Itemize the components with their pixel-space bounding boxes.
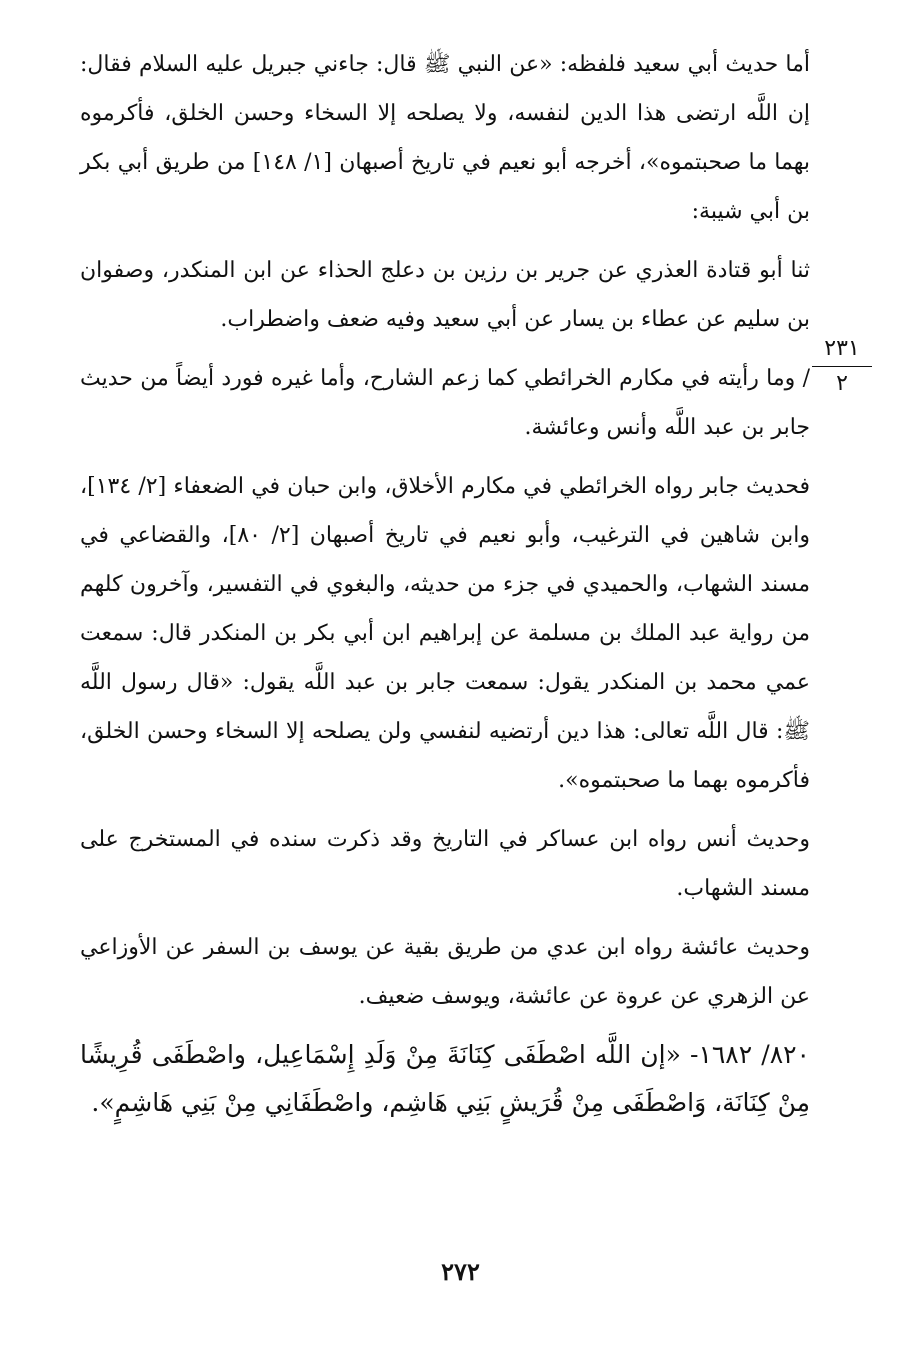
paragraph-jabir: فحديث جابر رواه الخرائطي في مكارم الأخلاق، وابن حبان في الضعفاء [٢/ ١٣٤]، وابن شاهين في الترغيب، وأبو نعيم في تاريخ أصبهان [٢/ ٨٠]، والقضاعي في مسند الشهاب، والحميدي في جزء من حديثه، والبغوي في التفسير، وآخرون كلهم من رواية عبد الملك بن مسلمة عن إبراهيم ابن أبي بكر بن المنكدر قال: سمعت عمي محمد بن المنكدر يقول: سمعت جابر بن عبد اللَّه يقول: «قال رسول اللَّه ﷺ: قال اللَّه تعالى: هذا دين أرتضيه لنفسي ولن يصلحه إلا السخاء وحسن الخلق، فأكرموه بهما ما صحبتموه». — [80, 474, 810, 793]
paragraph-anas: وحديث أنس رواه ابن عساكر في التاريخ وقد ذكرت سنده في المستخرج على مسند الشهاب. — [80, 827, 810, 901]
main-text — [80, 40, 810, 1137]
hadith-text: ٨٢٠/ ١٦٨٢- «إن اللَّه اصْطَفَى كِنَانَةَ مِنْ وَلَدِ إِسْمَاعِيل، واصْطَفَى قُرِيشًا مِنْ كِنَانَة، وَاصْطَفَى مِنْ قُرَيشٍ بَنِي هَاشِم، واصْطَفَانِي مِنْ بَنِي هَاشِمٍ». — [80, 1040, 810, 1117]
paragraph-other-narrations: / وما رأيته في مكارم الخرائطي كما زعم الشارح، وأما غيره فورد أيضاً من حديث جابر بن عبد اللَّه وأنس وعائشة. — [80, 366, 810, 440]
margin-reference-volume-page: ٢٣١ — [812, 336, 872, 367]
paragraph-abu-said: أما حديث أبي سعيد فلفظه: «عن النبي ﷺ قال: جاءني جبريل عليه السلام فقال: إن اللَّه ارتضى هذا الدين لنفسه، ولا يصلحه إلا السخاء وحسن الخلق، فأكرموه بهما ما صحبتموه»، أخرجه أبو نعيم في تاريخ أصبهان [١/ ١٤٨] من طريق أبي بكر بن أبي شيبة: — [80, 52, 810, 224]
margin-reference-part: ٢ — [836, 371, 848, 396]
paragraph-isnad: ثنا أبو قتادة العذري عن جرير بن رزين بن دعلج الحذاء عن ابن المنكدر، وصفوان بن سليم عن عطاء بن يسار عن أبي سعيد وفيه ضعف واضطراب. — [80, 258, 810, 332]
paragraph-aisha: وحديث عائشة رواه ابن عدي من طريق بقية عن يوسف بن السفر عن الأوزاعي عن الزهري عن عروة عن عائشة، ويوسف ضعيف. — [80, 935, 810, 1009]
page-number: ٢٧٢ — [441, 1257, 480, 1286]
margin-page-reference — [812, 336, 872, 397]
